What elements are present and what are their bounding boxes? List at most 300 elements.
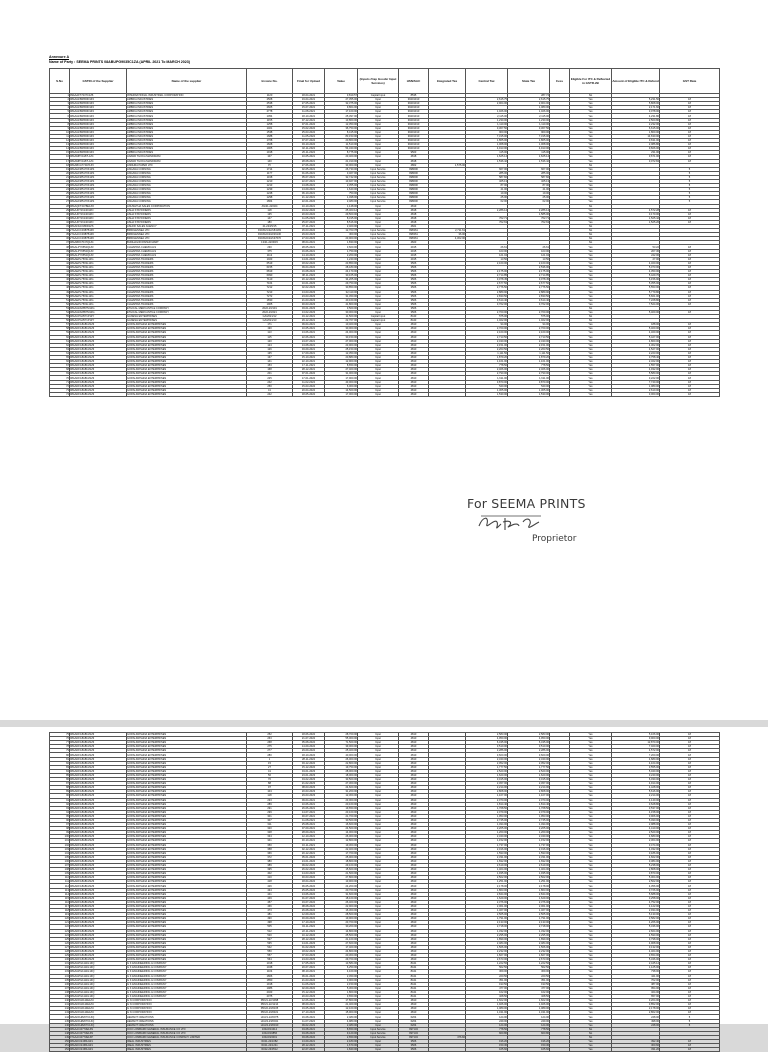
table-cell: 27AAACC3387B1Z6	[70, 229, 127, 233]
table-cell: Yes	[570, 290, 612, 294]
table-cell: Input	[358, 986, 399, 990]
table-cell: 1714	[247, 167, 293, 171]
table-cell: 325.13	[466, 179, 508, 183]
table-cell: Input	[358, 204, 399, 208]
table-cell: 2,583.00	[508, 733, 550, 737]
table-cell: 08AADFG8181M1Z3	[70, 835, 127, 839]
table-cell: AMBIKA INDUSTRIES	[127, 130, 247, 134]
table-cell: 2,700.00	[466, 310, 508, 314]
table-cell: Yes	[570, 884, 612, 888]
table-cell: 2,520.00	[466, 769, 508, 773]
table-cell: 1,494.00	[508, 823, 550, 827]
table-cell: 24,600.00	[325, 786, 358, 790]
table-cell: 2,844.00	[508, 892, 550, 896]
table-cell: 152	[50, 1048, 70, 1052]
table-cell: 04-11-2022	[293, 925, 325, 929]
table-cell: 15-03-2022	[293, 384, 325, 388]
table-cell: GOPALKRISHNA ENTERPRISES	[127, 778, 247, 782]
table-cell: 2,340.00	[466, 835, 508, 839]
table-cell: 1,840.00	[325, 1048, 358, 1052]
table-cell: 18	[660, 843, 720, 847]
table-cell: Input	[358, 323, 399, 327]
table-cell: AMBIKA INDUSTRIES	[127, 106, 247, 110]
table-cell: 23,900.00	[325, 237, 358, 241]
table-cell: 30,500.00	[325, 818, 358, 822]
table-cell: ANGANA CORNING	[127, 167, 247, 171]
table-cell: 16,600.00	[325, 823, 358, 827]
table-cell: Yes	[570, 806, 612, 810]
table-cell: 2,718.00	[466, 925, 508, 929]
table-cell: 4810	[399, 823, 429, 827]
table-cell: 08AADFG8181M1Z3	[70, 937, 127, 941]
table-cell: 2,790.00	[466, 372, 508, 376]
table-cell: 41	[247, 769, 293, 773]
table-cell: 94.00	[508, 323, 550, 327]
table-cell: 40	[50, 253, 70, 257]
table-cell: GOPALKRISHNA ENTERPRISES	[127, 745, 247, 749]
table-cell: Input	[358, 225, 399, 229]
table-cell: 550	[247, 949, 293, 953]
table-cell: 45	[50, 274, 70, 278]
table-cell: 1864	[247, 200, 293, 204]
table-cell: 3,500.00	[325, 306, 358, 310]
table-cell: 3	[50, 102, 70, 106]
table-cell: 122	[50, 925, 70, 929]
table-cell: Input	[358, 282, 399, 286]
table-cell: 1,585.00	[508, 212, 550, 216]
table-cell: 29,500.00	[325, 212, 358, 216]
table-cell: 97	[50, 823, 70, 827]
table-cell: 25,150.00	[325, 347, 358, 351]
table-cell: 3,762.00	[466, 302, 508, 306]
table-cell: 1,022.00	[466, 319, 508, 323]
table-cell: 08AAHFM5170K1ZS	[70, 184, 127, 188]
table-cell: 4810	[399, 958, 429, 962]
table-cell: 13.50	[466, 257, 508, 261]
table-cell: G K ENGINEERING & COMPANY	[127, 966, 247, 970]
table-cell: 22	[50, 179, 70, 183]
table-cell: 24,000.00	[325, 331, 358, 335]
table-cell: 8441	[399, 982, 429, 986]
table-cell: 1,068.00	[466, 143, 508, 147]
table-cell: Yes	[570, 253, 612, 257]
table-cell: 41.00	[508, 188, 550, 192]
table-cell: 115	[50, 896, 70, 900]
table-cell: 19,300.00	[325, 843, 358, 847]
table-cell: 129	[50, 954, 70, 958]
table-cell: 87.00	[466, 184, 508, 188]
table-cell: 1,161.00	[466, 360, 508, 364]
table-cell: 4810	[399, 769, 429, 773]
table-cell: AMBIKA INDUSTRIES	[127, 139, 247, 143]
table-cell: GOPALKRISHNA ENTERPRISES	[127, 921, 247, 925]
table-cell: 9,826.00	[612, 147, 660, 151]
table-cell: 18	[660, 937, 720, 941]
table-cell: 26-11-2022	[293, 151, 325, 155]
table-cell: 4810	[399, 392, 429, 396]
table-cell: 1918	[247, 982, 293, 986]
table-cell: GOPALKRISHNA ENTERPRISES	[127, 786, 247, 790]
table-cell: Input	[358, 360, 399, 364]
table-cell: 18	[660, 835, 720, 839]
table-cell: 23,700.00	[325, 921, 358, 925]
table-cell: 4,527.00	[612, 347, 660, 351]
table-cell: GOPALKRISHNA ENTERPRISES	[127, 814, 247, 818]
table-cell: 25-03-2022	[293, 130, 325, 134]
table-cell: 18	[660, 257, 720, 261]
table-cell: 29,700.00	[325, 958, 358, 962]
table-cell: 72	[50, 384, 70, 388]
table-cell: 02-09-2022	[293, 986, 325, 990]
table-cell: 18	[660, 876, 720, 880]
table-cell: 998361	[399, 237, 429, 241]
table-cell: 10-05-2021	[293, 327, 325, 331]
table-cell: 1018	[247, 962, 293, 966]
table-cell: Input	[358, 212, 399, 216]
table-cell: 28,000.00	[325, 769, 358, 773]
table-cell: 28,180.00	[325, 265, 358, 269]
table-cell: 03-08-2022	[293, 1035, 325, 1039]
table-cell: 53	[50, 306, 70, 310]
table-cell: 18	[660, 1011, 720, 1015]
table-cell: 285.00	[466, 171, 508, 175]
table-cell: 08AAHFM5170K1ZS	[70, 200, 127, 204]
table-cell: 2,151.00	[508, 343, 550, 347]
table-cell: 20,160.00	[325, 802, 358, 806]
table-cell: 27-03-2023	[293, 237, 325, 241]
table-cell: Input	[358, 290, 399, 294]
table-cell: 87.00	[508, 184, 550, 188]
table-cell: 1,080.00	[508, 106, 550, 110]
table-cell: Yes	[570, 1007, 612, 1011]
table-cell: AMBIKA INDUSTRIES	[127, 98, 247, 102]
table-cell: 08AADFG8181M1Z3	[70, 790, 127, 794]
table-cell: 998600	[399, 184, 429, 188]
table-cell: Input	[358, 163, 399, 167]
table-cell: 4810	[399, 773, 429, 777]
table-cell: 18	[660, 790, 720, 794]
table-cell: 334	[247, 835, 293, 839]
table-cell: 4810	[399, 794, 429, 798]
table-cell: 19-12-2021	[293, 315, 325, 319]
table-cell: 18-04-2021	[293, 94, 325, 98]
table-cell: 133	[50, 970, 70, 974]
table-cell: 39201010	[399, 143, 429, 147]
table-cell: Yes	[570, 110, 612, 114]
table-cell: Yes	[570, 270, 612, 274]
table-cell: 1,152.00	[508, 839, 550, 843]
table-cell: GOPALKRISHNA ENTERPRISES	[127, 872, 247, 876]
table-cell: 30-10-2021	[293, 839, 325, 843]
table-cell: Input	[358, 962, 399, 966]
table-cell: 94	[50, 810, 70, 814]
table-cell: 1,926.00	[466, 1003, 508, 1007]
table-cell: CHHAPRIA TRADERS	[127, 265, 247, 269]
table-cell: 08AAGFB2650D1Z3	[70, 143, 127, 147]
table-cell: 2,862.00	[612, 1011, 660, 1015]
table-cell: 8,415.00	[325, 130, 358, 134]
table-cell: ANGANA CORNING	[127, 171, 247, 175]
table-cell: 19.00	[508, 192, 550, 196]
table-cell: Yes	[570, 143, 612, 147]
table-cell: GOPALKRISHNA ENTERPRISES	[127, 798, 247, 802]
table-cell: 1905	[247, 302, 293, 306]
table-cell: Yes	[570, 933, 612, 937]
table-cell: 4810	[399, 929, 429, 933]
table-cell: 280	[247, 753, 293, 757]
table-cell: 128	[50, 949, 70, 953]
table-cell: 1,629.00	[466, 896, 508, 900]
table-cell: PR/21-22/1098	[247, 999, 293, 1003]
table-cell: 13/21-22/0015	[247, 241, 293, 245]
table-cell: 268	[247, 741, 293, 745]
table-cell: 18	[660, 913, 720, 917]
table-cell: 750.00	[325, 192, 358, 196]
table-cell: 299	[247, 810, 293, 814]
table-cell: 08AADFG8181M1Z3	[70, 368, 127, 372]
table-cell: 5	[660, 1019, 720, 1023]
table-cell: 5	[660, 184, 720, 188]
table-cell: 4818	[399, 220, 429, 224]
table-cell: 20-04-2022	[293, 388, 325, 392]
table-cell: 08AADFG8181M1Z3	[70, 802, 127, 806]
table-cell: INTERNATIONAL INDUSTRIAL CORPORATION	[127, 94, 247, 98]
table-cell: 2,175.00	[466, 270, 508, 274]
table-cell: Input Service	[358, 184, 399, 188]
table-cell: Yes	[570, 786, 612, 790]
table-cell: 778.50	[508, 1027, 550, 1031]
table-cell: ANGANA CORNING	[127, 188, 247, 192]
table-cell: 6,435.00	[466, 741, 508, 745]
table-cell: Input	[358, 864, 399, 868]
table-cell: 5	[660, 175, 720, 179]
table-cell: 242.00	[612, 253, 660, 257]
table-cell: 2,286.14	[466, 208, 508, 212]
table-cell: 123	[50, 929, 70, 933]
table-cell: 372	[247, 855, 293, 859]
table-cell: 242	[247, 392, 293, 396]
table-cell: 18	[660, 827, 720, 831]
table-cell: 207.36	[612, 249, 660, 253]
table-cell: 18,800.00	[325, 859, 358, 863]
table-cell: 2,808.00	[466, 790, 508, 794]
table-cell: 2,615.75	[466, 98, 508, 102]
table-cell: GOPALKRISHNA ENTERPRISES	[127, 773, 247, 777]
table-cell: 162.00	[508, 990, 550, 994]
table-cell: 1,222.56	[508, 962, 550, 966]
table-cell: 105	[50, 855, 70, 859]
table-cell: No	[570, 315, 612, 319]
table-cell: 1850	[247, 978, 293, 982]
table-cell: GOPALKRISHNA ENTERPRISES	[127, 347, 247, 351]
table-cell: 18-02-2023	[293, 949, 325, 953]
table-cell: 1,332.00	[508, 929, 550, 933]
table-cell: 2,776.50	[508, 286, 550, 290]
table-cell: ANGANA CORNING	[127, 196, 247, 200]
table-cell: 18	[660, 118, 720, 122]
table-cell: GA/2021/13	[247, 319, 293, 323]
table-cell: 778.50	[466, 1027, 508, 1031]
table-cell: GOPALKRISHNA ENTERPRISES	[127, 954, 247, 958]
table-cell: 3,555.00	[612, 765, 660, 769]
table-cell: 300.00	[325, 233, 358, 237]
table-cell: 39	[50, 249, 70, 253]
table-cell: 5,553.00	[612, 286, 660, 290]
table-cell: 01-07-2022	[293, 896, 325, 900]
table-cell: 132	[50, 966, 70, 970]
table-cell: 702.00	[612, 978, 660, 982]
table-cell: 328.50	[508, 995, 550, 999]
table-cell: 8,775.00	[325, 151, 358, 155]
table-cell: 2,331.00	[508, 855, 550, 859]
table-cell: 74	[50, 392, 70, 396]
table-cell: 1,953.00	[466, 814, 508, 818]
table-cell: Input	[358, 937, 399, 941]
table-cell: 505	[247, 925, 293, 929]
table-cell: 2,450.00	[325, 974, 358, 978]
table-cell: 28-05-2021	[293, 245, 325, 249]
table-cell: 101	[50, 839, 70, 843]
table-cell: 20-12-2022	[293, 278, 325, 282]
table-cell: 4810	[399, 999, 429, 1003]
table-cell: 48	[50, 286, 70, 290]
table-cell: 1,110.00	[466, 122, 508, 126]
table-cell: 147	[247, 216, 293, 220]
table-cell: Input	[358, 384, 399, 388]
table-cell: 21-02-2023	[293, 782, 325, 786]
table-cell: No	[570, 319, 612, 323]
table-cell: 08AADFG8181M1Z3	[70, 921, 127, 925]
table-cell: ANGANA CORNING	[127, 192, 247, 196]
table-cell: 4810	[399, 802, 429, 806]
table-cell: 1,814.40	[466, 802, 508, 806]
table-cell: Yes	[570, 962, 612, 966]
table-cell: GOPALKRISHNA ENTERPRISES	[127, 888, 247, 892]
table-cell: 2,988.00	[612, 823, 660, 827]
table-cell: 22-01-2022	[293, 200, 325, 204]
table-cell: 18	[660, 343, 720, 347]
table-cell: 3506	[399, 1040, 429, 1044]
table-cell: 1,148.00	[325, 204, 358, 208]
annexure-label: Annexure A	[49, 55, 70, 59]
table-cell: 4810	[399, 917, 429, 921]
table-cell: 47	[50, 282, 70, 286]
table-cell: 13.50	[508, 257, 550, 261]
table-cell: 39,000.00	[325, 745, 358, 749]
table-cell: 121.04	[508, 253, 550, 257]
table-cell: 4810	[399, 814, 429, 818]
table-cell: 29-03-2023	[293, 233, 325, 237]
table-cell: 08AALPY6552Q1Z3	[70, 245, 127, 249]
table-cell: 63	[50, 347, 70, 351]
table-cell: 2778	[247, 110, 293, 114]
table-cell: Yes	[570, 179, 612, 183]
table-cell: 4810	[399, 945, 429, 949]
table-cell: Input	[358, 139, 399, 143]
table-cell: 4,104.00	[612, 761, 660, 765]
table-cell: Input	[358, 147, 399, 151]
table-cell: 08AAACI4773E1ZN	[70, 1031, 127, 1035]
table-cell: 2,286.00	[466, 749, 508, 753]
table-cell: 07-09-2021	[293, 827, 325, 831]
table-cell: 21	[50, 175, 70, 179]
table-cell: Yes	[570, 990, 612, 994]
table-cell: 14-09-2022	[293, 745, 325, 749]
table-cell: 08AAHFM5170K1ZS	[70, 179, 127, 183]
table-cell: 2,664.00	[612, 929, 660, 933]
table-cell: G K ENGINEERING & COMPANY	[127, 970, 247, 974]
table-cell: 5	[660, 1023, 720, 1027]
table-cell: Yes	[570, 802, 612, 806]
table-cell: HC/22-23/0190	[247, 1023, 293, 1027]
table-cell: 540.00	[508, 384, 550, 388]
table-cell: 118	[50, 909, 70, 913]
table-cell: 08AADFG8181M1Z3	[70, 827, 127, 831]
table-cell: 135	[247, 351, 293, 355]
table-cell: 1,111.50	[508, 351, 550, 355]
table-cell: No	[570, 233, 612, 237]
table-cell: 25-05-2022	[293, 888, 325, 892]
table-cell: Input	[358, 343, 399, 347]
table-cell: 107	[50, 864, 70, 868]
table-cell: 5,355.00	[612, 282, 660, 286]
table-cell: 49	[50, 290, 70, 294]
table-cell: CHHAPRIA CHEMICALS	[127, 245, 247, 249]
table-cell: HC/21-22/0075	[247, 1015, 293, 1019]
table-cell: ANUSHTHA SALES CORPORATION	[127, 204, 247, 208]
table-cell: 5	[660, 188, 720, 192]
table-cell: 30,150.00	[325, 335, 358, 339]
table-cell: GOPALKRISHNA ENTERPRISES	[127, 761, 247, 765]
table-cell: 2,700.00	[466, 327, 508, 331]
table-cell: 1,625.14	[466, 155, 508, 159]
table-cell: 2,700.00	[508, 327, 550, 331]
table-cell: Yes	[570, 773, 612, 777]
table-cell: 1,830.00	[325, 241, 358, 245]
table-cell: G K ENGINEERING & COMPANY	[127, 978, 247, 982]
table-cell: 07-07-2022	[293, 139, 325, 143]
table-cell: 04-02-2023	[293, 778, 325, 782]
table-cell: 1,251.00	[466, 880, 508, 884]
table-cell: 220.50	[466, 974, 508, 978]
table-cell: 51	[50, 298, 70, 302]
table-cell: 18,000.00	[325, 773, 358, 777]
table-cell: 104	[50, 851, 70, 855]
table-cell: 09-04-2021	[293, 323, 325, 327]
table-cell: GOPALKRISHNA ENTERPRISES	[127, 851, 247, 855]
table-cell: 17-01-2022	[293, 376, 325, 380]
table-cell: 114	[50, 892, 70, 896]
table-cell: Yes	[570, 872, 612, 876]
table-cell: Yes	[570, 1015, 612, 1019]
table-cell: 26.61	[508, 245, 550, 249]
table-cell: 557	[247, 954, 293, 958]
table-cell: 109	[50, 872, 70, 876]
table-cell: Input	[358, 794, 399, 798]
table-cell: 18	[660, 970, 720, 974]
table-cell: 59	[50, 331, 70, 335]
table-cell: Yes	[570, 1011, 612, 1015]
table-cell: 18	[660, 872, 720, 876]
table-cell: GOPALKRISHNA ENTERPRISES	[127, 323, 247, 327]
table-cell: 12,800.00	[325, 839, 358, 843]
table-cell: 1,305.00	[508, 388, 550, 392]
table-cell: 18	[660, 151, 720, 155]
table-cell: GOPALKRISHNA ENTERPRISES	[127, 859, 247, 863]
table-cell: 04-08-2021	[293, 1027, 325, 1031]
table-cell: 190	[247, 327, 293, 331]
table-cell: Input	[358, 98, 399, 102]
